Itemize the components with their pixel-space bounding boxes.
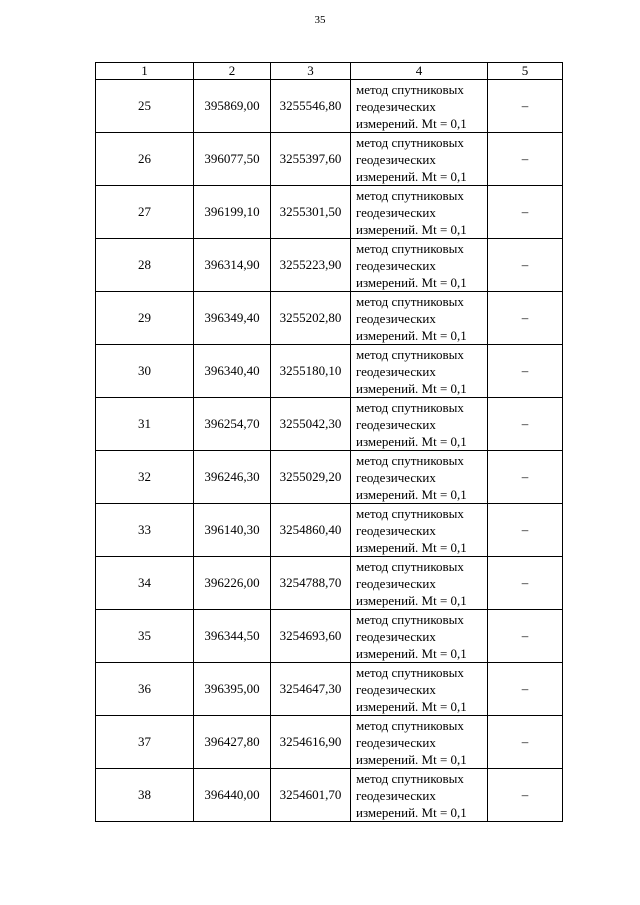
y-coordinate-cell: 3255180,10 [271, 345, 351, 398]
point-number-cell: 36 [96, 663, 194, 716]
method-text-line: метод спутниковых [356, 770, 464, 786]
method-text-line: метод спутниковых [356, 240, 464, 256]
y-coordinate-cell: 3255301,50 [271, 186, 351, 239]
method-text-line: измерений. Mt = 0,1 [356, 592, 467, 608]
table-row [96, 716, 563, 769]
method-text-line: измерений. Mt = 0,1 [356, 221, 467, 237]
point-number-cell: 34 [96, 557, 194, 610]
point-number-cell: 26 [96, 133, 194, 186]
x-coordinate-cell: 396349,40 [194, 292, 271, 345]
method-text-line: геодезических [356, 787, 436, 803]
note-cell: – [488, 557, 563, 610]
y-coordinate-cell: 3255397,60 [271, 133, 351, 186]
y-coordinate-cell: 3254860,40 [271, 504, 351, 557]
column-header-4: 4 [351, 63, 488, 80]
method-text-line: геодезических [356, 681, 436, 697]
method-text-line: геодезических [356, 204, 436, 220]
note-cell: – [488, 610, 563, 663]
method-text-line: геодезических [356, 628, 436, 644]
method-text-line: метод спутниковых [356, 717, 464, 733]
method-cell [351, 398, 488, 451]
table-row [96, 186, 563, 239]
x-coordinate-cell: 396314,90 [194, 239, 271, 292]
table-row [96, 504, 563, 557]
table-row [96, 345, 563, 398]
table-row [96, 398, 563, 451]
x-coordinate-cell: 396344,50 [194, 610, 271, 663]
table-row [96, 80, 563, 133]
table-row [96, 292, 563, 345]
method-text-line: геодезических [356, 257, 436, 273]
y-coordinate-cell: 3254601,70 [271, 769, 351, 822]
method-text-line: геодезических [356, 575, 436, 591]
column-header-3: 3 [271, 63, 351, 80]
page-number: 35 [314, 14, 326, 26]
x-coordinate-cell: 396340,40 [194, 345, 271, 398]
note-cell: – [488, 133, 563, 186]
note-cell: – [488, 398, 563, 451]
table-row [96, 557, 563, 610]
y-coordinate-cell: 3254788,70 [271, 557, 351, 610]
x-coordinate-cell: 396427,80 [194, 716, 271, 769]
method-text-line: метод спутниковых [356, 505, 464, 521]
table-row [96, 133, 563, 186]
note-cell: – [488, 451, 563, 504]
point-number-cell: 32 [96, 451, 194, 504]
table-header-row [96, 63, 563, 80]
method-text-line: геодезических [356, 98, 436, 114]
column-header-1: 1 [96, 63, 194, 80]
note-cell: – [488, 663, 563, 716]
table-row [96, 769, 563, 822]
method-cell [351, 292, 488, 345]
note-cell: – [488, 504, 563, 557]
method-text-line: геодезических [356, 416, 436, 432]
method-text-line: геодезических [356, 363, 436, 379]
point-number-cell: 27 [96, 186, 194, 239]
x-coordinate-cell: 396440,00 [194, 769, 271, 822]
method-text-line: геодезических [356, 151, 436, 167]
method-cell [351, 451, 488, 504]
method-cell [351, 610, 488, 663]
x-coordinate-cell: 396077,50 [194, 133, 271, 186]
method-cell [351, 133, 488, 186]
point-number-cell: 28 [96, 239, 194, 292]
y-coordinate-cell: 3255546,80 [271, 80, 351, 133]
method-text-line: метод спутниковых [356, 558, 464, 574]
note-cell: – [488, 345, 563, 398]
method-cell [351, 663, 488, 716]
x-coordinate-cell: 396140,30 [194, 504, 271, 557]
y-coordinate-cell: 3254647,30 [271, 663, 351, 716]
method-text-line: измерений. Mt = 0,1 [356, 539, 467, 555]
method-text-line: измерений. Mt = 0,1 [356, 168, 467, 184]
note-cell: – [488, 716, 563, 769]
table-row [96, 239, 563, 292]
method-text-line: геодезических [356, 522, 436, 538]
method-text-line: метод спутниковых [356, 293, 464, 309]
y-coordinate-cell: 3254616,90 [271, 716, 351, 769]
method-text-line: измерений. Mt = 0,1 [356, 433, 467, 449]
method-text-line: метод спутниковых [356, 611, 464, 627]
method-text-line: измерений. Mt = 0,1 [356, 645, 467, 661]
table-row [96, 610, 563, 663]
note-cell: – [488, 80, 563, 133]
method-text-line: измерений. Mt = 0,1 [356, 327, 467, 343]
y-coordinate-cell: 3255029,20 [271, 451, 351, 504]
note-cell: – [488, 769, 563, 822]
method-cell [351, 186, 488, 239]
method-text-line: метод спутниковых [356, 346, 464, 362]
method-text-line: измерений. Mt = 0,1 [356, 115, 467, 131]
x-coordinate-cell: 395869,00 [194, 80, 271, 133]
method-cell [351, 504, 488, 557]
method-text-line: метод спутниковых [356, 399, 464, 415]
note-cell: – [488, 292, 563, 345]
method-cell [351, 716, 488, 769]
point-number-cell: 30 [96, 345, 194, 398]
point-number-cell: 33 [96, 504, 194, 557]
method-cell [351, 769, 488, 822]
table-row [96, 451, 563, 504]
method-text-line: измерений. Mt = 0,1 [356, 486, 467, 502]
method-text-line: измерений. Mt = 0,1 [356, 804, 467, 820]
point-number-cell: 25 [96, 80, 194, 133]
x-coordinate-cell: 396199,10 [194, 186, 271, 239]
x-coordinate-cell: 396246,30 [194, 451, 271, 504]
method-cell [351, 239, 488, 292]
method-text-line: геодезических [356, 310, 436, 326]
method-text-line: измерений. Mt = 0,1 [356, 751, 467, 767]
method-text-line: измерений. Mt = 0,1 [356, 274, 467, 290]
y-coordinate-cell: 3255202,80 [271, 292, 351, 345]
point-number-cell: 31 [96, 398, 194, 451]
note-cell: – [488, 239, 563, 292]
y-coordinate-cell: 3255223,90 [271, 239, 351, 292]
coordinates-table [95, 62, 563, 822]
point-number-cell: 38 [96, 769, 194, 822]
y-coordinate-cell: 3254693,60 [271, 610, 351, 663]
method-text-line: метод спутниковых [356, 187, 464, 203]
method-text-line: метод спутниковых [356, 664, 464, 680]
point-number-cell: 29 [96, 292, 194, 345]
point-number-cell: 35 [96, 610, 194, 663]
method-text-line: измерений. Mt = 0,1 [356, 380, 467, 396]
method-text-line: метод спутниковых [356, 81, 464, 97]
method-cell [351, 345, 488, 398]
point-number-cell: 37 [96, 716, 194, 769]
table-body [96, 80, 563, 822]
x-coordinate-cell: 396226,00 [194, 557, 271, 610]
method-text-line: геодезических [356, 734, 436, 750]
column-header-2: 2 [194, 63, 271, 80]
method-text-line: измерений. Mt = 0,1 [356, 698, 467, 714]
table-row [96, 663, 563, 716]
method-cell [351, 80, 488, 133]
column-header-5: 5 [488, 63, 563, 80]
y-coordinate-cell: 3255042,30 [271, 398, 351, 451]
method-cell [351, 557, 488, 610]
note-cell: – [488, 186, 563, 239]
x-coordinate-cell: 396254,70 [194, 398, 271, 451]
x-coordinate-cell: 396395,00 [194, 663, 271, 716]
method-text-line: метод спутниковых [356, 452, 464, 468]
method-text-line: метод спутниковых [356, 134, 464, 150]
method-text-line: геодезических [356, 469, 436, 485]
